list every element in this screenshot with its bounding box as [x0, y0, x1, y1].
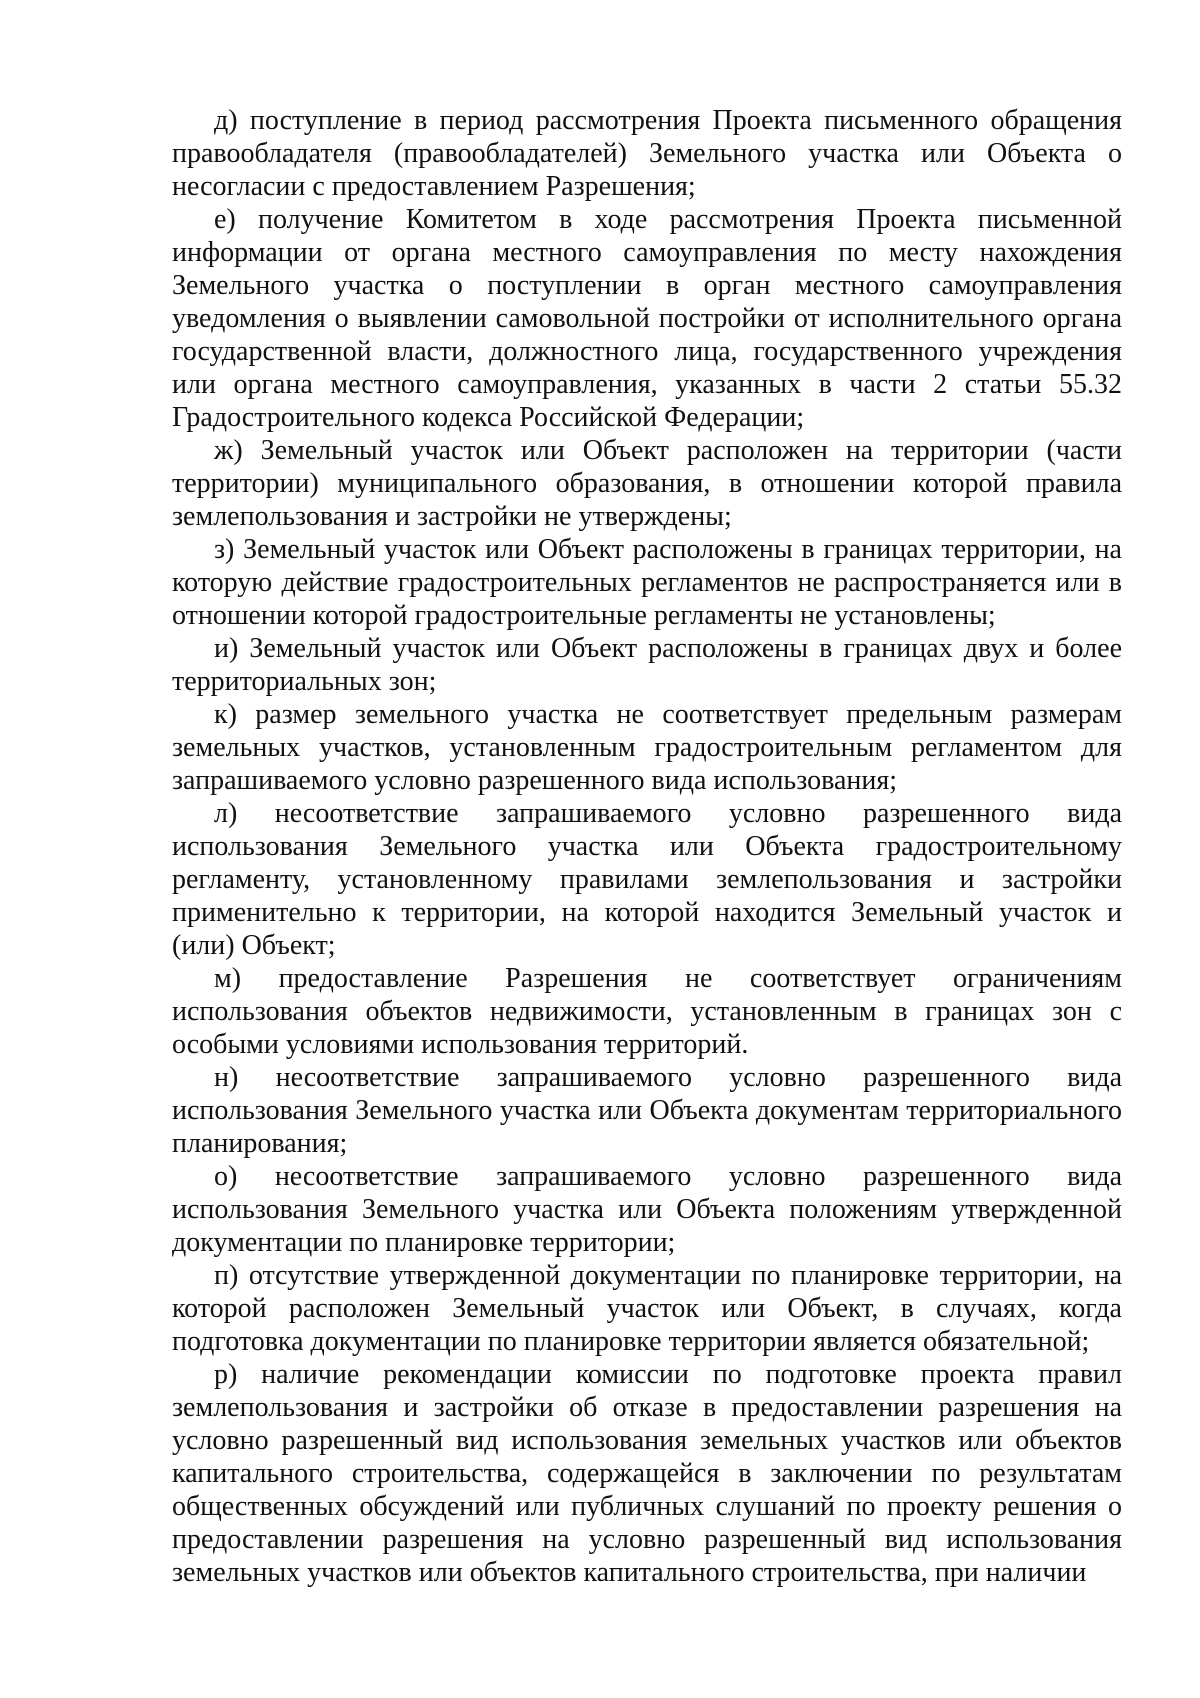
paragraph-e: е) получение Комитетом в ходе рассмотрения Проекта письменной информации от органа местного самоуправления по месту нахождения Земельного участка о поступлении в орган местного самоуправления уведомления о выявлении самовольной постройки от исполнительного органа государственной власти, должностного лица, государственного учреждения или органа местного самоуправления, указанных в части 2 статьи 55.32 Градостроительного кодекса Российской Федерации; [172, 204, 1122, 433]
document-page [172, 104, 1122, 1589]
paragraph-n: н) несоответствие запрашиваемого условно разрешенного вида использования Земельного участка или Объекта документам территориального планирования; [172, 1062, 1122, 1159]
paragraph-r: р) наличие рекомендации комиссии по подготовке проекта правил землепользования и застройки об отказе в предоставлении разрешения на условно разрешенный вид использования земельных участков или объектов капитального строительства, содержащейся в заключении по результатам общественных обсуждений или публичных слушаний по проекту решения о предоставлении разрешения на условно разрешенный вид использования земельных участков или объектов капитального строительства, при наличии [172, 1359, 1122, 1588]
paragraph-m: м) предоставление Разрешения не соответствует ограничениям использования объектов недвижимости, установленным в границах зон с особыми условиями использования территорий. [172, 963, 1122, 1060]
paragraph-z: з) Земельный участок или Объект расположены в границах территории, на которую действие градостроительных регламентов не распространяется или в отношении которой градостроительные регламенты не установлены; [172, 534, 1122, 631]
paragraph-i: и) Земельный участок или Объект расположены в границах двух и более территориальных зон; [172, 633, 1122, 697]
paragraph-d: д) поступление в период рассмотрения Проекта письменного обращения правообладателя (правообладателей) Земельного участка или Объекта о несогласии с предоставлением Разрешения; [172, 105, 1122, 202]
paragraph-zh: ж) Земельный участок или Объект расположен на территории (части территории) муниципального образования, в отношении которой правила землепользования и застройки не утверждены; [172, 435, 1122, 532]
paragraph-l: л) несоответствие запрашиваемого условно разрешенного вида использования Земельного участка или Объекта градостроительному регламенту, установленному правилами землепользования и застройки применительно к территории, на которой находится Земельный участок и (или) Объект; [172, 798, 1122, 961]
paragraph-p: п) отсутствие утвержденной документации по планировке территории, на которой расположен Земельный участок или Объект, в случаях, когда подготовка документации по планировке территории является обязательной; [172, 1260, 1122, 1357]
paragraph-o: о) несоответствие запрашиваемого условно разрешенного вида использования Земельного участка или Объекта положениям утвержденной документации по планировке территории; [172, 1161, 1122, 1258]
paragraph-k: к) размер земельного участка не соответствует предельным размерам земельных участков, установленным градостроительным регламентом для запрашиваемого условно разрешенного вида использования; [172, 699, 1122, 796]
